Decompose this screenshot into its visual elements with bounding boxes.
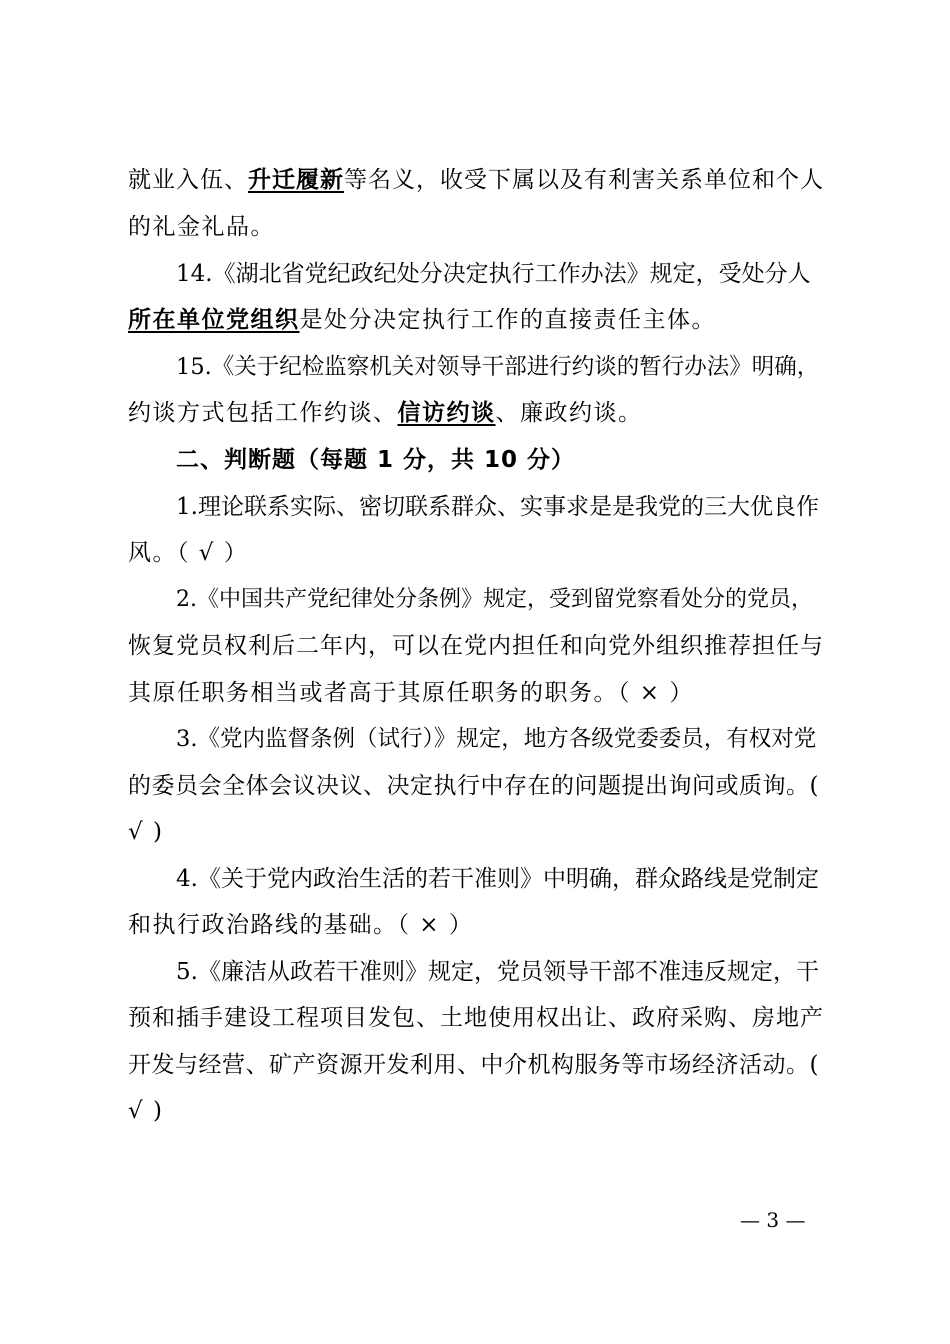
judgment-4-line-1: 4.《关于党内政治生活的若干准则》中明确，群众路线是党制定 bbox=[176, 866, 819, 892]
question-14-line-1: 14.《湖北省党纪政纪处分决定执行工作办法》规定，受处分人 bbox=[176, 261, 811, 287]
answer-blank: 信访约谈 bbox=[397, 399, 496, 426]
section-heading: 二、判断题（每题 1 分，共 10 分） bbox=[176, 447, 576, 473]
judgment-3-line-3: √ ) bbox=[128, 819, 164, 845]
judgment-2-line-2: 恢复党员权利后二年内，可以在党内担任和向党外组织推荐担任与 bbox=[128, 633, 824, 659]
text-span: 是处分决定执行工作的直接责任主体。 bbox=[299, 307, 716, 333]
judgment-3-line-1: 3.《党内监督条例（试行）》规定，地方各级党委委员，有权对党 bbox=[176, 726, 817, 752]
judgment-2-line-3: 其原任职务相当或者高于其原任职务的职务。（ × ） bbox=[128, 680, 694, 706]
question-14-line-2 bbox=[128, 305, 824, 335]
page-number: — 3 — bbox=[740, 1208, 806, 1232]
judgment-2-line-1: 2.《中国共产党纪律处分条例》规定，受到留党察看处分的党员， bbox=[176, 587, 813, 612]
judgment-5-line-1: 5.《廉洁从政若干准则》规定，党员领导干部不准违反规定，干 bbox=[176, 959, 819, 985]
judgment-5-line-2: 预和插手建设工程项目发包、土地使用权出让、政府采购、房地产 bbox=[128, 1005, 824, 1031]
judgment-5-line-3: 开发与经营、矿产资源开发利用、中介机构服务等市场经济活动。( bbox=[128, 1052, 819, 1078]
question-15-line-2 bbox=[128, 398, 824, 428]
judgment-4-line-2: 和执行政治路线的基础。（ × ） bbox=[128, 912, 474, 938]
answer-blank: 升迁履新 bbox=[248, 166, 344, 193]
judgment-1-line-2: 风。（ √ ） bbox=[128, 540, 249, 566]
judgment-3-line-2: 的委员会全体会议决议、决定执行中存在的问题提出询问或质询。( bbox=[128, 773, 819, 799]
judgment-1-line-1: 1.理论联系实际、密切联系群众、实事求是是我党的三大优良作 bbox=[176, 494, 819, 520]
text-span: 就业入伍、 bbox=[128, 167, 248, 193]
judgment-5-line-4: √ ) bbox=[128, 1098, 164, 1124]
text-span: 、廉政约谈。 bbox=[495, 400, 643, 426]
text-line: 的礼金礼品。 bbox=[128, 214, 275, 240]
question-15-line-1: 15.《关于纪检监察机关对领导干部进行约谈的暂行办法》明确， bbox=[176, 354, 820, 380]
text-span: 约谈方式包括工作约谈、 bbox=[128, 400, 398, 426]
answer-blank: 所在单位党组织 bbox=[128, 306, 300, 333]
text-line bbox=[128, 165, 824, 195]
text-span: 等名义，收受下属以及有利害关系单位和个人 bbox=[344, 167, 824, 193]
